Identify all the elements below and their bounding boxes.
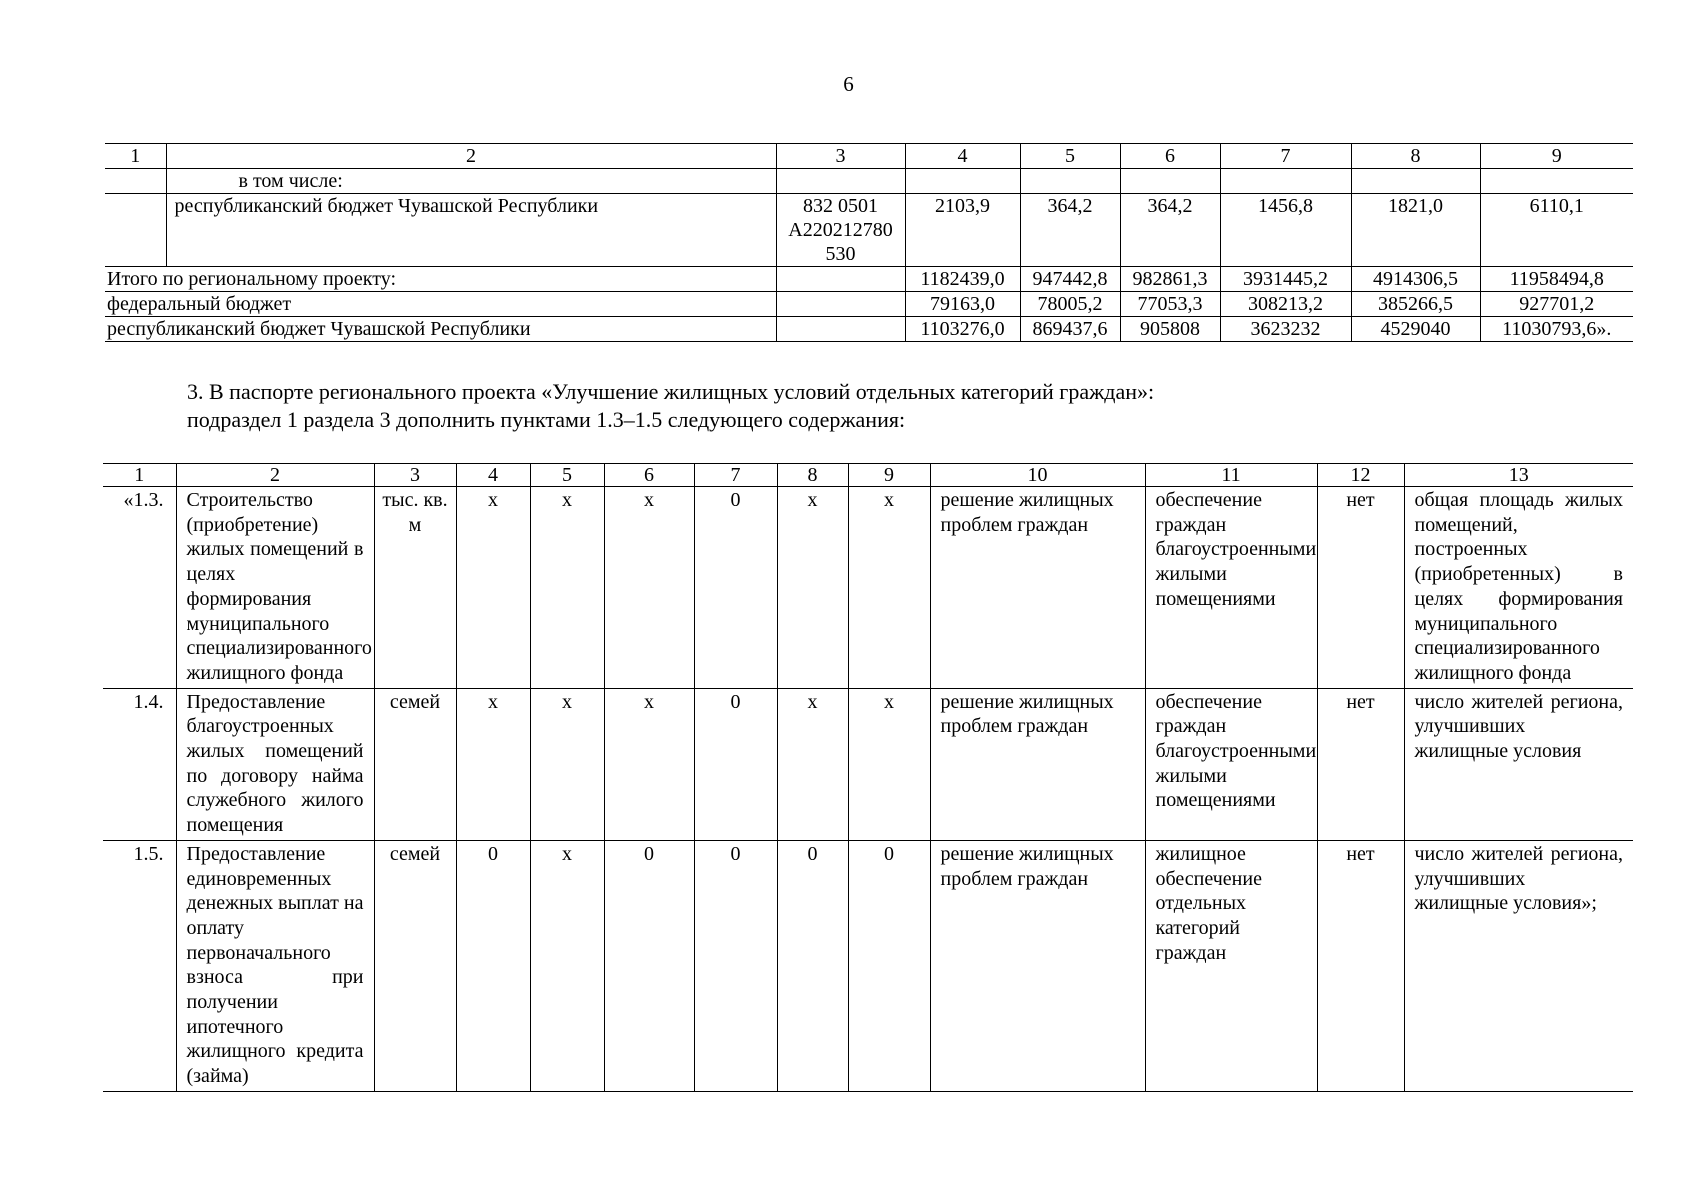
table1-header-cell: 7 bbox=[1220, 144, 1351, 169]
value-cell: 6110,1 bbox=[1480, 194, 1633, 267]
value-cell: 11030793,6». bbox=[1480, 317, 1633, 342]
table2-header-cell: 5 bbox=[530, 464, 604, 487]
value-cell: 364,2 bbox=[1020, 194, 1120, 267]
value-cell: 905808 bbox=[1120, 317, 1220, 342]
value-cell: 77053,3 bbox=[1120, 292, 1220, 317]
item-name: Строительство (приобретение) жилых помещений в целях формирования муниципального специализированного жилищного фонда bbox=[176, 487, 374, 689]
table-row bbox=[103, 688, 1633, 840]
amendment-paragraph-line1: 3. В паспорте регионального проекта «Улучшение жилищных условий отдельных категорий граждан»: bbox=[187, 379, 1155, 404]
value-cell: х bbox=[456, 688, 530, 840]
value-cell: х bbox=[456, 487, 530, 689]
flag-cell: нет bbox=[1317, 840, 1404, 1091]
table1-header-cell: 2 bbox=[166, 144, 776, 169]
budget-table bbox=[105, 143, 1633, 342]
goal-cell: решение жилищных проблем граждан bbox=[930, 840, 1145, 1091]
value-cell: 1456,8 bbox=[1220, 194, 1351, 267]
table2-header-cell: 11 bbox=[1145, 464, 1317, 487]
table2-header-cell: 13 bbox=[1404, 464, 1633, 487]
table2-header-cell: 10 bbox=[930, 464, 1145, 487]
value-cell: 4529040 bbox=[1351, 317, 1480, 342]
result-cell: обеспечение граждан благоустроенными жилыми помещениями bbox=[1145, 688, 1317, 840]
value-cell: 869437,6 bbox=[1020, 317, 1120, 342]
table-row bbox=[103, 840, 1633, 1091]
unit-cell: семей bbox=[374, 688, 456, 840]
table1-row-federal bbox=[105, 292, 1633, 317]
value-cell: 1103276,0 bbox=[905, 317, 1020, 342]
value-cell: х bbox=[848, 487, 930, 689]
value-cell: 0 bbox=[777, 840, 848, 1091]
table-row bbox=[103, 487, 1633, 689]
item-name: Предоставление благоустроенных жилых помещений по договору найма служебного жилого помещения bbox=[176, 688, 374, 840]
budget-code-line: 832 0501 bbox=[803, 195, 878, 217]
table1-header-cell: 4 bbox=[905, 144, 1020, 169]
value-cell: 2103,9 bbox=[905, 194, 1020, 267]
value-cell: 3623232 bbox=[1220, 317, 1351, 342]
value-cell: 0 bbox=[604, 840, 694, 1091]
table2-header-cell: 2 bbox=[176, 464, 374, 487]
item-number: 1.4. bbox=[103, 688, 176, 840]
value-cell: 364,2 bbox=[1120, 194, 1220, 267]
table1-row-republic bbox=[105, 194, 1633, 267]
row-label: в том числе: bbox=[166, 169, 776, 194]
value-cell: х bbox=[777, 688, 848, 840]
value-cell: 11958494,8 bbox=[1480, 267, 1633, 292]
table2-header-cell: 7 bbox=[694, 464, 777, 487]
table2-header-cell: 1 bbox=[103, 464, 176, 487]
result-cell: обеспечение граждан благоустроенными жилыми помещениями bbox=[1145, 487, 1317, 689]
value-cell: 79163,0 bbox=[905, 292, 1020, 317]
value-cell: 982861,3 bbox=[1120, 267, 1220, 292]
table1-row-republic-total bbox=[105, 317, 1633, 342]
value-cell: 1821,0 bbox=[1351, 194, 1480, 267]
table2-header-cell: 4 bbox=[456, 464, 530, 487]
value-cell: 947442,8 bbox=[1020, 267, 1120, 292]
row-label: республиканский бюджет Чувашской Республики bbox=[166, 194, 776, 267]
row-label: федеральный бюджет bbox=[105, 292, 776, 317]
value-cell: 0 bbox=[694, 487, 777, 689]
value-cell: х bbox=[530, 688, 604, 840]
table2-header-cell: 6 bbox=[604, 464, 694, 487]
goal-cell: решение жилищных проблем граждан bbox=[930, 487, 1145, 689]
flag-cell: нет bbox=[1317, 487, 1404, 689]
flag-cell: нет bbox=[1317, 688, 1404, 840]
indicator-cell: число жителей региона, улучшивших жилищные условия bbox=[1404, 688, 1633, 840]
table1-header-cell: 5 bbox=[1020, 144, 1120, 169]
value-cell: 308213,2 bbox=[1220, 292, 1351, 317]
row-label: Итого по региональному проекту: bbox=[105, 267, 776, 292]
table1-header-cell: 9 bbox=[1480, 144, 1633, 169]
page-number: 6 bbox=[843, 72, 854, 96]
value-cell: х bbox=[530, 840, 604, 1091]
value-cell: х bbox=[604, 487, 694, 689]
table1-header-cell: 3 bbox=[776, 144, 905, 169]
goal-cell: решение жилищных проблем граждан bbox=[930, 688, 1145, 840]
value-cell: 3931445,2 bbox=[1220, 267, 1351, 292]
indicators-table bbox=[103, 463, 1633, 1092]
value-cell: х bbox=[530, 487, 604, 689]
table1-header-cell: 8 bbox=[1351, 144, 1480, 169]
value-cell: 927701,2 bbox=[1480, 292, 1633, 317]
unit-cell: семей bbox=[374, 840, 456, 1091]
value-cell: 78005,2 bbox=[1020, 292, 1120, 317]
budget-code-line: 530 bbox=[825, 243, 856, 265]
budget-code bbox=[776, 194, 905, 267]
table1-row-tom bbox=[105, 169, 1633, 194]
value-cell: х bbox=[604, 688, 694, 840]
table1-row-total bbox=[105, 267, 1633, 292]
value-cell: 0 bbox=[694, 840, 777, 1091]
indicator-cell: общая площадь жилых помещений, построенных (приобретенных) в целях формирования муниципального специализированного жилищного фонда bbox=[1404, 487, 1633, 689]
value-cell: 385266,5 bbox=[1351, 292, 1480, 317]
table1-header-cell: 6 bbox=[1120, 144, 1220, 169]
value-cell: 0 bbox=[848, 840, 930, 1091]
result-cell: жилищное обеспечение отдельных категорий граждан bbox=[1145, 840, 1317, 1091]
table2-header-cell: 9 bbox=[848, 464, 930, 487]
table2-header-cell: 3 bbox=[374, 464, 456, 487]
amendment-paragraph-line2: подраздел 1 раздела 3 дополнить пунктами 1.3–1.5 следующего содержания: bbox=[187, 407, 906, 432]
table2-header-row bbox=[103, 464, 1633, 487]
item-number: 1.5. bbox=[103, 840, 176, 1091]
value-cell: х bbox=[777, 487, 848, 689]
table2-header-cell: 12 bbox=[1317, 464, 1404, 487]
value-cell: х bbox=[848, 688, 930, 840]
table1-header-row bbox=[105, 144, 1633, 169]
indicator-cell: число жителей региона, улучшивших жилищные условия»; bbox=[1404, 840, 1633, 1091]
table2-header-cell: 8 bbox=[777, 464, 848, 487]
item-name: Предоставление единовременных денежных выплат на оплату первоначального взноса при получении ипотечного жилищного кредита (займа) bbox=[176, 840, 374, 1091]
row-label: республиканский бюджет Чувашской Республики bbox=[105, 317, 776, 342]
value-cell: 0 bbox=[456, 840, 530, 1091]
item-number: «1.3. bbox=[103, 487, 176, 689]
value-cell: 0 bbox=[694, 688, 777, 840]
unit-cell: тыс. кв. м bbox=[374, 487, 456, 689]
table1-header-cell: 1 bbox=[105, 144, 166, 169]
budget-code-line: А220212780 bbox=[788, 219, 893, 241]
value-cell: 4914306,5 bbox=[1351, 267, 1480, 292]
value-cell: 1182439,0 bbox=[905, 267, 1020, 292]
